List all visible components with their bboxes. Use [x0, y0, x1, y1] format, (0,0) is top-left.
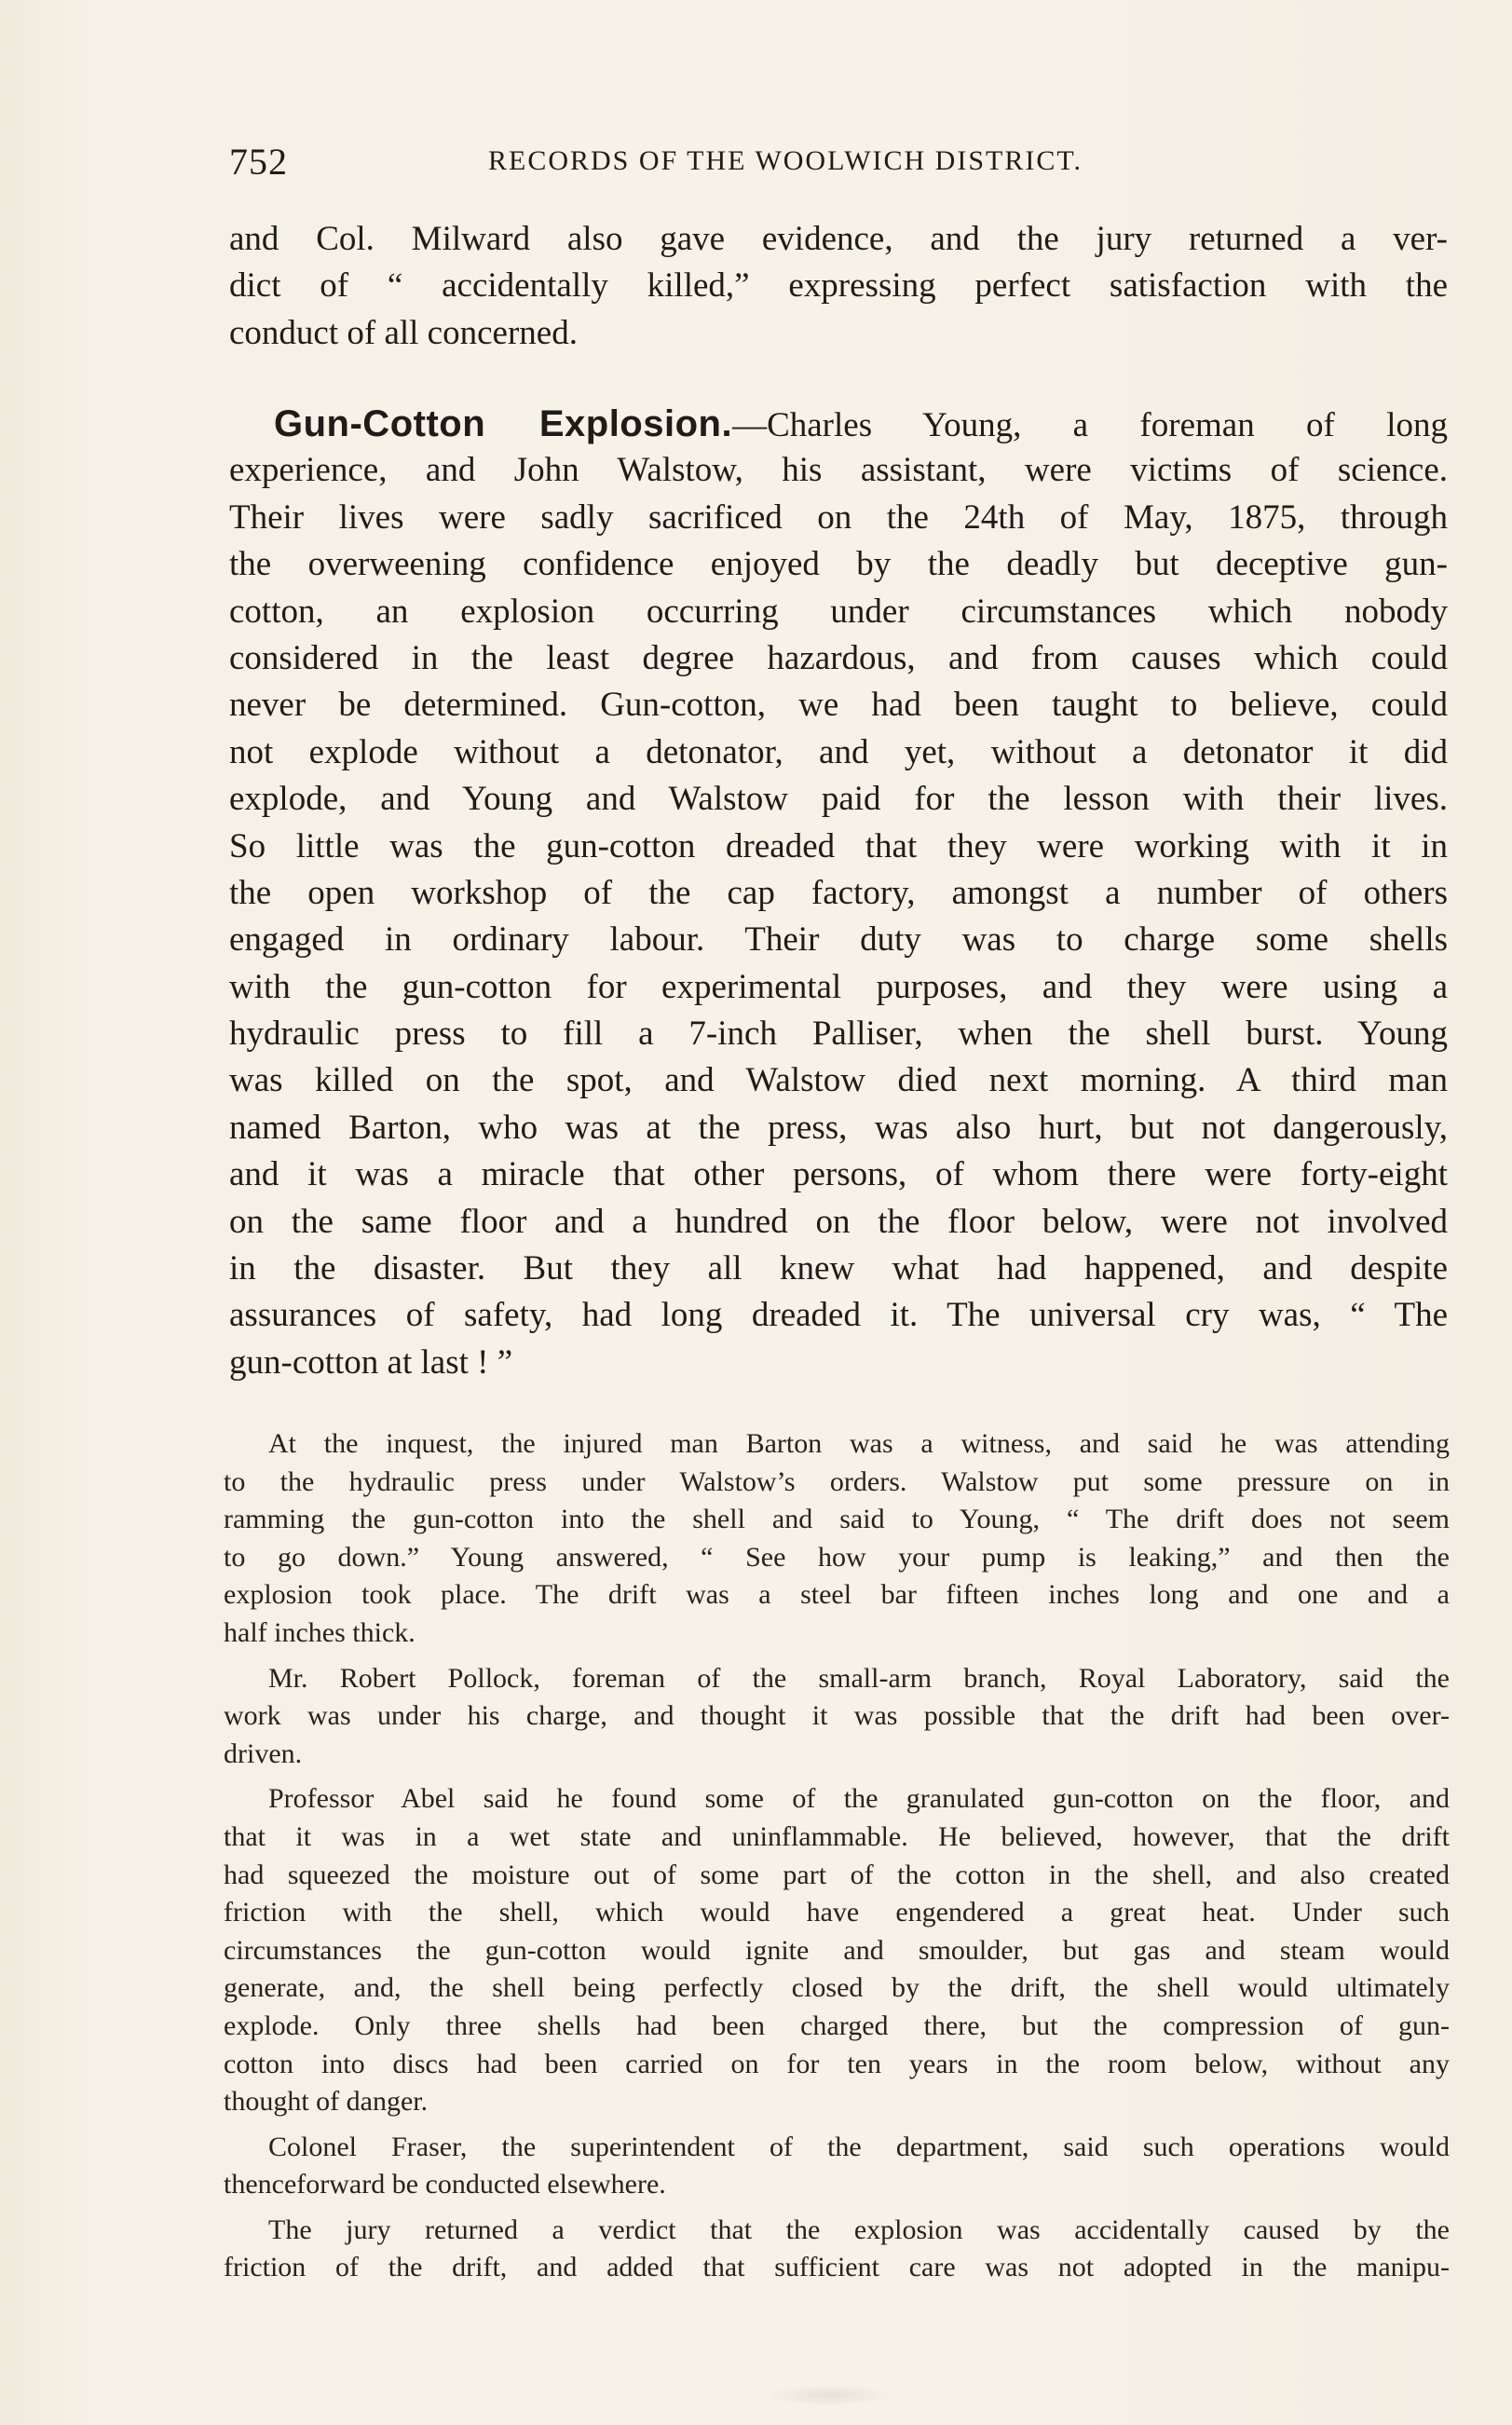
text-line: engaged in ordinary labour. Their duty was to charge some shells [229, 920, 1448, 960]
page-number: 752 [229, 141, 288, 183]
text-line: the overweening confidence enjoyed by the deadly but deceptive gun- [229, 545, 1448, 584]
text-line: ramming the gun-cotton into the shell and said to Young, “ The drift does not seem [224, 1504, 1450, 1535]
inquest-paragraph-verdict [224, 2212, 1450, 2287]
text-line: and it was a miracle that other persons, of whom there were forty-eight [229, 1155, 1448, 1194]
section-heading: Gun-Cotton Explosion. [274, 403, 733, 444]
text-line: Mr. Robert Pollock, foreman of the small-arm branch, Royal Laboratory, said the [268, 1662, 1450, 1694]
inquest-paragraph-pollock [224, 1660, 1450, 1774]
text-line: thought of danger. [224, 2086, 429, 2118]
intro-paragraph [229, 216, 1448, 357]
text-line: thenceforward be conducted elsewhere. [224, 2169, 666, 2200]
text-line: on the same floor and a hundred on the floor below, were not involved [229, 1202, 1448, 1241]
text-line: in the disaster. But they all knew what had happened, and despite [229, 1249, 1448, 1288]
text-line: the open workshop of the cap factory, amongst a number of others [229, 873, 1448, 912]
text-line: considered in the least degree hazardous, and from causes which could [229, 638, 1448, 677]
text-line: So little was the gun-cotton dreaded that they were working with it in [229, 826, 1448, 865]
text-line: never be determined. Gun-cotton, we had been taught to believe, could [229, 686, 1448, 725]
text-line: assurances of safety, had long dreaded it. The universal cry was, “ The [229, 1296, 1448, 1335]
section-paragraph [229, 401, 1448, 1386]
text-line: circumstances the gun-cotton would ignite and smoulder, but gas and steam would [224, 1934, 1450, 1966]
text-line: and Col. Milward also gave evidence, and the jury returned a ver- [229, 220, 1448, 258]
text-line: cotton into discs had been carried on for ten years in the room below, without any [224, 2048, 1450, 2079]
text-line: generate, and, the shell being perfectly closed by the drift, the shell would ultimately [224, 1972, 1450, 2004]
running-head: RECORDS OF THE WOOLWICH DISTRICT. [488, 145, 1083, 176]
section-first-line [229, 401, 1448, 447]
inquest-report [224, 1425, 1450, 2295]
text-line: explosion took place. The drift was a steel bar fifteen inches long and one and a [224, 1579, 1450, 1611]
text-line: friction of the drift, and added that sufficient care was not adopted in the manipu- [224, 2252, 1450, 2283]
text-line: driven. [224, 1737, 303, 1769]
paper-smudge [764, 2385, 894, 2405]
text-line: explode, and Young and Walstow paid for the lesson with their lives. [229, 780, 1448, 819]
inquest-paragraph-barton [224, 1425, 1450, 1653]
text-line: half inches thick. [224, 1616, 415, 1648]
text-line: that it was in a wet state and uninflammable. He believed, however, that the drift [224, 1820, 1450, 1852]
inquest-paragraph-abel [224, 1780, 1450, 2120]
text-line: Their lives were sadly sacrificed on the 24th of May, 1875, through [229, 497, 1448, 537]
text-line: The jury returned a verdict that the explosion was accidentally caused by the [268, 2214, 1450, 2245]
text-line: named Barton, who was at the press, was also hurt, but not dangerously, [229, 1108, 1448, 1147]
text-line: hydraulic press to fill a 7-inch Palliser, when the shell burst. Young [229, 1015, 1448, 1054]
text-line: explode. Only three shells had been charged there, but the compression of gun- [224, 2009, 1450, 2041]
section-first-line-text: —Charles Young, a foreman of long [732, 406, 1448, 444]
text-line: experience, and John Walstow, his assistant, were victims of science. [229, 451, 1448, 490]
text-line: cotton, an explosion occurring under circumstances which nobody [229, 592, 1448, 631]
text-line: dict of “ accidentally killed,” expressing perfect satisfaction with the [229, 266, 1448, 306]
text-line: with the gun-cotton for experimental purposes, and they were using a [229, 967, 1448, 1006]
text-line: work was under his charge, and thought it was possible that the drift had been over- [224, 1700, 1450, 1732]
text-line: Colonel Fraser, the superintendent of the department, said such operations would [268, 2131, 1450, 2162]
inquest-paragraph-fraser [224, 2129, 1450, 2204]
page-header [229, 140, 1440, 186]
text-line: conduct of all concerned. [229, 313, 578, 352]
text-line: gun-cotton at last ! ” [229, 1342, 513, 1382]
text-line: had squeezed the moisture out of some part of the cotton in the shell, and also created [224, 1859, 1450, 1890]
text-line: was killed on the spot, and Walstow died next morning. A third man [229, 1061, 1448, 1100]
text-line: to the hydraulic press under Walstow’s orders. Walstow put some pressure on in [224, 1465, 1450, 1497]
text-line: At the inquest, the injured man Barton was a witness, and said he was attending [268, 1428, 1450, 1459]
text-line: friction with the shell, which would have engendered a great heat. Under such [224, 1897, 1450, 1928]
text-line: not explode without a detonator, and yet, without a detonator it did [229, 732, 1448, 771]
text-line: to go down.” Young answered, “ See how your pump is leaking,” and then the [224, 1541, 1450, 1573]
text-line: Professor Abel said he found some of the granulated gun-cotton on the floor, and [268, 1783, 1450, 1815]
